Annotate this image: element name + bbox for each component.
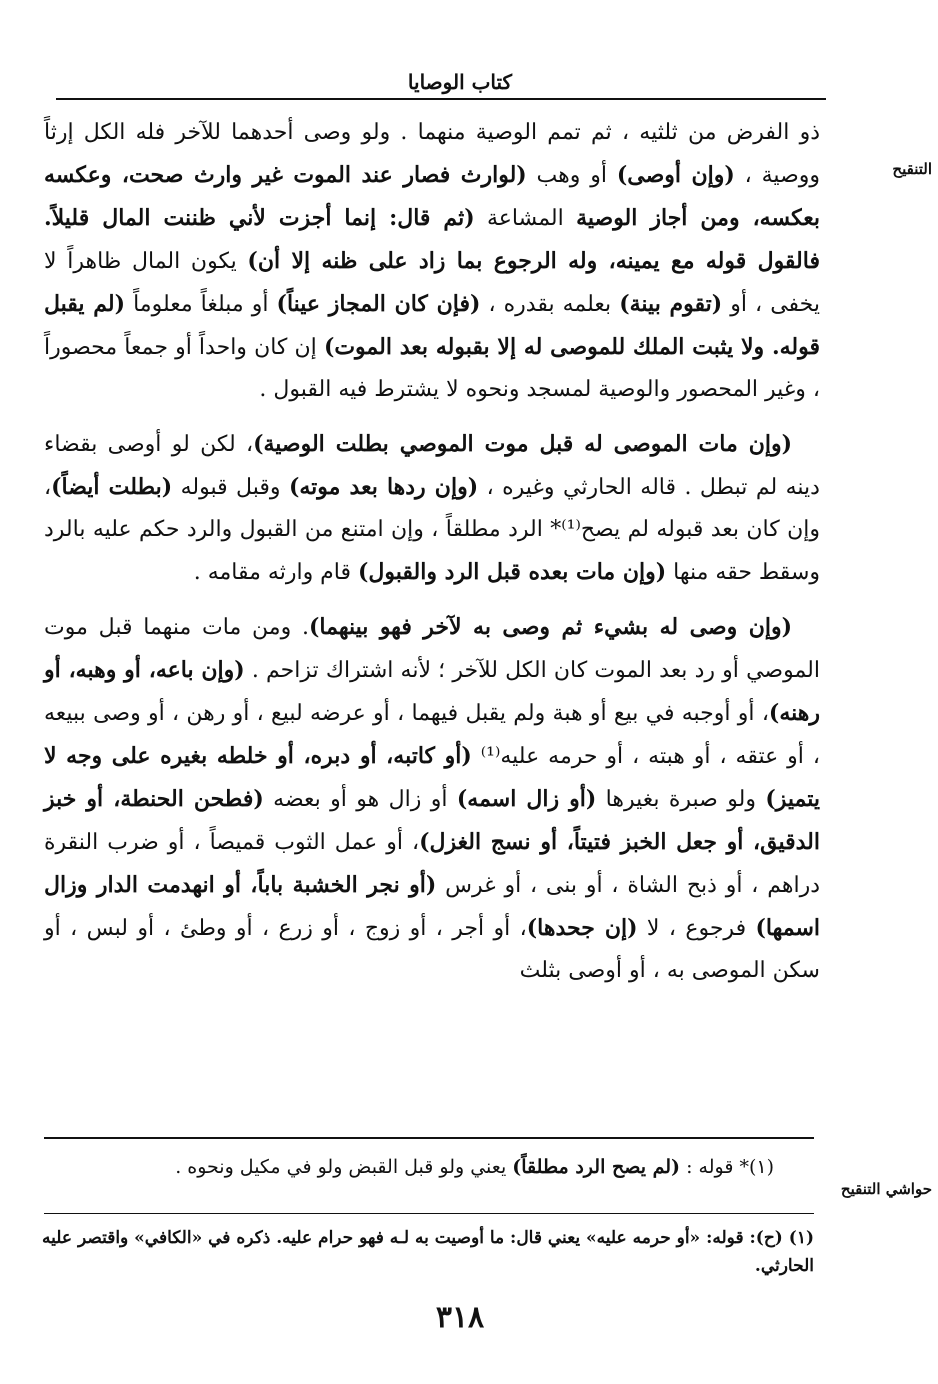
bold-text-segment: (ثم قال: إنما أجزت لأني ظننت المال قليلاً. فالقول قوله مع يمينه، وله الرجوع بما زاد على ظنه إلا أن): [44, 205, 820, 274]
text-segment: يكون المال ظاهراً لا يخفى ، أو: [44, 249, 820, 317]
text-segment: أو مبلغاً معلوماً: [125, 292, 277, 317]
bold-text-segment: (١) (ح): قوله: «أو حرمه عليه» يعني قال: ما أوصيت به لـه فهو حرام عليه. ذكره في «الكافي» واقتصر عليه الحارثي.: [42, 1228, 814, 1276]
text-segment: بعلمه بقدره ،: [480, 292, 620, 317]
side-label-hawashi: حواشي التنقيح: [840, 1180, 932, 1198]
bold-text-segment: (فطحن الحنطة، أو خبز الدقيق، أو جعل الخبز فتيتاً، أو نسج الغزل): [44, 786, 820, 855]
bold-text-segment: (لوارث فصار عند الموت غير وارث صحت، وعكسه بعكسه، ومن أجاز الوصية: [44, 162, 820, 231]
page-number: ٣١٨: [435, 1300, 485, 1335]
text-segment: المشاعة: [474, 206, 577, 231]
text-segment: (١)* قوله :: [680, 1156, 774, 1178]
text-segment: . ومن مات منهما قبل موت الموصي أو رد بعد الموت كان الكل للآخر ؛ لأنه اشتراك تزاحم .: [44, 615, 820, 683]
text-segment: أو وهب: [526, 163, 617, 188]
bold-text-segment: (وإن وصى له بشيء ثم وصى به لآخر فهو بينهما): [308, 614, 792, 640]
text-segment: ، وإن كان بعد قبوله لم يصح⁽¹⁾* الرد مطلقاً ، وإن امتنع من القبول والرد حكم عليه بالرد وسقط حقه منها: [44, 475, 820, 585]
bold-text-segment: (أو نجر الخشبة باباً، أو انهدمت الدار وزال اسمها): [44, 872, 820, 941]
bold-text-segment: (لم يصح الرد مطلقاً): [512, 1156, 681, 1178]
footnote-rule-2: [44, 1213, 814, 1214]
text-segment: ولو صبرة بغيرها: [596, 787, 766, 812]
bold-text-segment: (لم يقبل قوله. ولا يثبت الملك للموصى له إلا بقبوله بعد الموت): [44, 291, 821, 360]
bold-text-segment: (بطلت أيضاً): [51, 474, 173, 500]
header-rule: [56, 98, 826, 100]
text-segment: وقبل قبوله: [172, 475, 289, 500]
text-segment: قام وارثه مقامه .: [193, 560, 359, 585]
bold-text-segment: (وإن ردها بعد موته): [288, 474, 479, 500]
text-segment: ذو الفرض من ثلثيه ، ثم تمم الوصية منهما . ولو وصى أحدهما للآخر فله الكل إرثاً ووصية ،: [44, 120, 821, 188]
text-segment: إن كان واحداً أو جمعاً محصوراً ، وغير المحصور والوصية لمسجد ونحوه لا يشترط فيه القبول .: [44, 335, 820, 402]
text-segment: فرجوع ، لا: [637, 916, 756, 941]
bold-text-segment: (وإن أوصى): [616, 162, 735, 188]
text-segment: ، لكن لو أوصى بقضاء دينه لم تبطل . قاله الحارثي وغيره ،: [44, 432, 820, 500]
bold-text-segment: (وإن باعه، أو وهبه، أو رهنه): [44, 657, 820, 726]
bold-text-segment: (أو كاتبه، أو دبره، أو خلطه بغيره على وجه لا يتميز): [44, 743, 820, 812]
paragraph-3: [44, 606, 820, 992]
text-segment: ، أو أجر ، أو زوج ، أو زرع ، أو وطئ ، أو لبس ، أو سكن الموصى به ، أو أوصى بثلث: [44, 916, 820, 983]
bold-text-segment: (وإن مات بعده قبل الرد والقبول): [358, 559, 667, 585]
footnote-rule: [44, 1137, 814, 1139]
bold-text-segment: (أو زال اسمه): [456, 786, 597, 812]
footnote-margin: [36, 1224, 814, 1280]
text-segment: أو زال هو أو بعضه: [263, 787, 457, 812]
running-header-title: كتاب الوصايا: [407, 70, 513, 94]
footnote-star: [44, 1152, 774, 1182]
text-segment: يعني ولو قبل القبض ولو في مكيل ونحوه .: [175, 1156, 513, 1178]
text-segment: ، أو أوجبه في بيع أو هبة ولم يقبل فيهما ، أو عرضه لبيع ، أو رهن ، أو وصى ببيعه ، أو عتقه ، أو هبته ، أو حرمه عليه⁽¹⁾: [44, 701, 820, 769]
paragraph-2: [44, 423, 820, 594]
text-segment: ، أو عمل الثوب قميصاً ، أو ضرب النقرة دراهم ، أو ذبح الشاة ، أو بنى ، أو غرس: [44, 830, 821, 898]
bold-text-segment: (تقوم بينة): [619, 291, 723, 317]
bold-text-segment: (وإن مات الموصى له قبل موت الموصي بطلت الوصية): [253, 431, 793, 457]
side-label-tanqih: التنقيح: [892, 160, 932, 178]
bold-text-segment: (فإن كان المجاز عيناً): [276, 291, 481, 317]
bold-text-segment: (إن جحدها): [526, 915, 638, 941]
paragraph-1: [44, 112, 820, 411]
main-text: [44, 112, 820, 1004]
